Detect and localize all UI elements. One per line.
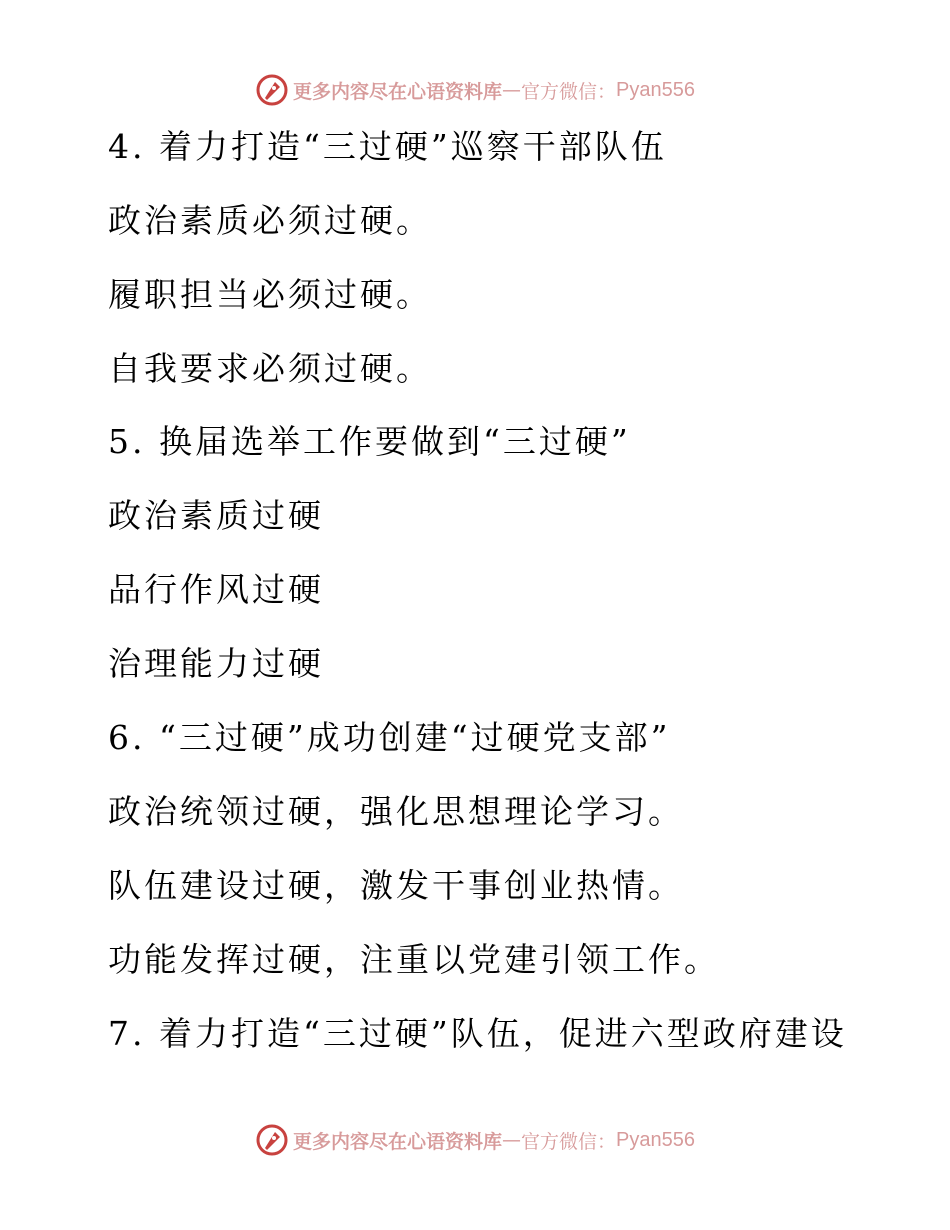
watermark-text: 更多内容尽在心语资料库 [293,80,503,103]
pen-nib-logo-icon [255,1123,289,1157]
text-line: 政治素质必须过硬。 [108,201,432,240]
watermark-separator: — [502,1129,522,1151]
text-line: 功能发挥过硬，注重以党建引领工作。 [108,940,720,979]
text-line: 自我要求必须过硬。 [108,349,432,388]
pen-nib-logo-icon [255,73,289,107]
text-line: 政治素质过硬 [108,496,324,535]
text-line: 治理能力过硬 [108,644,324,683]
watermark-text: 更多内容尽在心语资料库 [293,1130,503,1153]
watermark-wechat-label: 官方微信： [521,80,617,103]
heading-item-5: 5. 换届选举工作要做到“三过硬” [108,422,631,461]
watermark-wechat-id: Pyan556 [616,78,695,101]
heading-item-6: 6. “三过硬”成功创建“过硬党支部” [108,718,671,757]
heading-item-4: 4. 着力打造“三过硬”巡察干部队伍 [108,127,667,166]
footer-watermark [0,1120,950,1160]
header-watermark [0,70,950,110]
watermark-separator: — [502,79,522,101]
heading-item-7: 7. 着力打造“三过硬”队伍，促进六型政府建设 [108,1014,847,1053]
watermark-wechat-label: 官方微信： [521,1130,617,1153]
text-line: 品行作风过硬 [108,570,324,609]
text-line: 履职担当必须过硬。 [108,275,432,314]
watermark-wechat-id: Pyan556 [616,1128,695,1151]
text-line: 队伍建设过硬，激发干事创业热情。 [108,866,684,905]
text-line: 政治统领过硬，强化思想理论学习。 [108,792,684,831]
